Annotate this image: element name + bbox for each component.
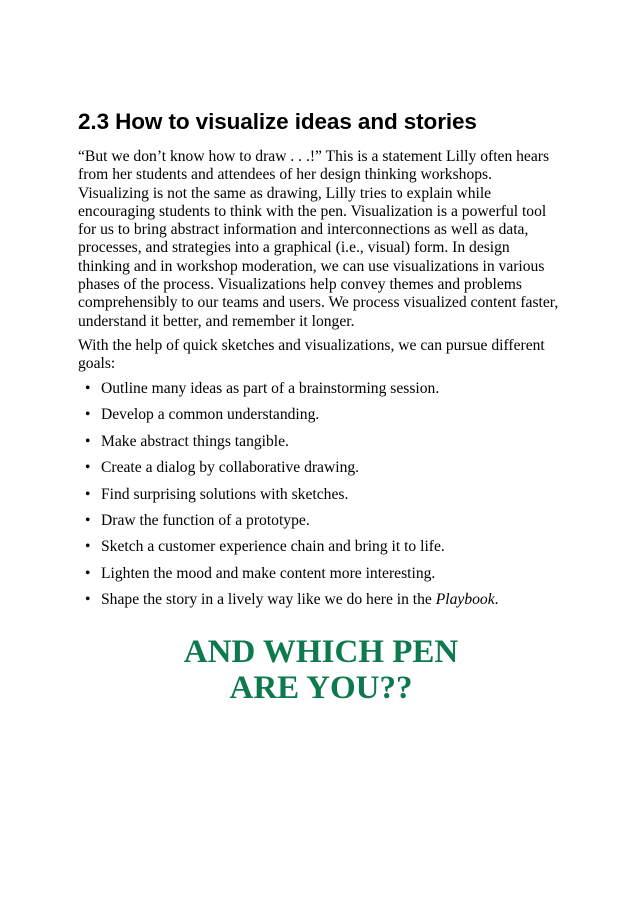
list-item-text: Develop a common understanding. xyxy=(101,406,320,424)
bullet-icon: • xyxy=(85,591,91,609)
callout-heading xyxy=(78,634,564,706)
bullet-icon: • xyxy=(85,564,91,582)
bullet-icon: • xyxy=(85,459,91,477)
book-title: Playbook xyxy=(435,591,495,609)
list-item-suffix: . xyxy=(494,591,499,609)
list-item xyxy=(78,565,564,583)
list-item xyxy=(78,512,564,530)
list-item-text: Shape the story in a lively way like we do here in the xyxy=(101,591,436,609)
list-item-text: Create a dialog by collaborative drawing. xyxy=(101,459,360,477)
bullet-icon: • xyxy=(85,379,91,397)
list-item xyxy=(78,380,564,398)
list-item xyxy=(78,486,564,504)
list-item-text: Make abstract things tangible. xyxy=(101,432,289,450)
bullet-icon: • xyxy=(85,511,91,529)
list-item xyxy=(78,406,564,424)
callout-line-1: AND WHICH PEN xyxy=(183,633,459,670)
list-item-text: Sketch a customer experience chain and bring it to life. xyxy=(101,538,445,556)
list-item xyxy=(78,433,564,451)
list-item-text: Draw the function of a prototype. xyxy=(101,511,310,529)
list-item-text: Lighten the mood and make content more interesting. xyxy=(101,564,436,582)
list-item xyxy=(78,538,564,556)
bullet-icon: • xyxy=(85,406,91,424)
callout-line-2: ARE YOU?? xyxy=(229,669,413,706)
list-item-text: Find surprising solutions with sketches. xyxy=(101,485,349,503)
section-heading: 2.3 How to visualize ideas and stories xyxy=(78,109,477,134)
bullet-icon: • xyxy=(85,485,91,503)
list-item xyxy=(78,459,564,477)
list-item xyxy=(78,591,564,609)
list-item-text: Outline many ideas as part of a brainstorming session. xyxy=(101,379,440,397)
goals-list xyxy=(78,380,564,610)
goals-intro-paragraph: With the help of quick sketches and visualizations, we can pursue different goals: xyxy=(78,336,545,373)
intro-paragraph: “But we don’t know how to draw . . .!” This is a statement Lilly often hears from her students and attendees of her design thinking workshops. Visualizing is not the same as drawing, Lilly tries to explain while encouraging students to think with the pen. Visualization is a powerful tool for us to bring abstract information and interconnections as well as data, processes, and strategies into a graphical (i.e., visual) form. In design thinking and in workshop moderation, we can use visualizations in various phases of the process. Visualizations help convey themes and problems comprehensibly to our teams and users. We process visualized content faster, understand it better, and remember it longer. xyxy=(78,148,559,330)
bullet-icon: • xyxy=(85,432,91,450)
page-content xyxy=(78,108,564,706)
bullet-icon: • xyxy=(85,538,91,556)
